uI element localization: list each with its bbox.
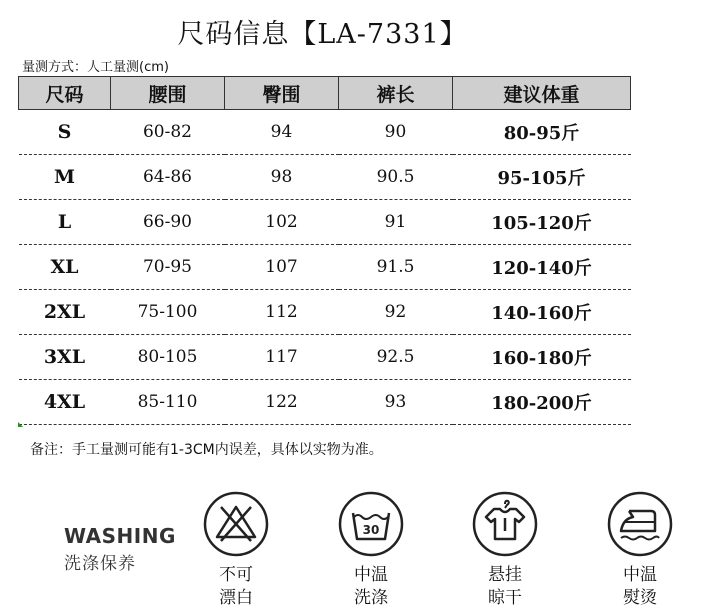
cell-size: S	[19, 110, 111, 155]
header-size: 尺码	[19, 77, 111, 110]
washing-title-cn: 洗涤保养	[64, 554, 136, 574]
table-row	[19, 335, 631, 380]
cell-weight: 105-120斤	[453, 200, 631, 245]
table-row	[19, 290, 631, 335]
cell-hip: 117	[225, 335, 339, 380]
header-length: 裤长	[339, 77, 453, 110]
header-weight: 建议体重	[453, 77, 631, 110]
cell-length: 92.5	[339, 335, 453, 380]
cell-waist: 80-105	[111, 335, 225, 380]
header-hip: 臀围	[225, 77, 339, 110]
cell-weight: 95-105斤	[453, 155, 631, 200]
size-table	[18, 76, 631, 425]
cell-waist: 85-110	[111, 380, 225, 425]
table-row	[19, 380, 631, 425]
page-title: 尺码信息【LA-7331】	[177, 19, 468, 50]
cell-length: 92	[339, 290, 453, 335]
cell-weight: 140-160斤	[453, 290, 631, 335]
cell-waist: 60-82	[111, 110, 225, 155]
care-label-line1: 悬挂	[488, 565, 522, 585]
table-row	[19, 155, 631, 200]
table-row	[19, 110, 631, 155]
care-label-line2: 晾干	[488, 588, 522, 608]
measure-method: 量测方式：人工量测(cm)	[22, 60, 169, 75]
hang-dry-icon	[472, 491, 538, 557]
care-label-line2: 熨烫	[623, 588, 657, 608]
care-label-line1: 中温	[623, 565, 657, 585]
cell-size: 3XL	[19, 335, 111, 380]
care-item-wash	[331, 491, 411, 610]
cell-waist: 75-100	[111, 290, 225, 335]
washing-heading	[64, 524, 174, 574]
care-label-line1: 中温	[354, 565, 388, 585]
cell-waist: 70-95	[111, 245, 225, 290]
note-text: 备注：手工量测可能有1-3CM内误差，具体以实物为准。	[30, 442, 383, 458]
cell-weight: 160-180斤	[453, 335, 631, 380]
cell-weight: 180-200斤	[453, 380, 631, 425]
cell-size: 4XL	[19, 380, 111, 425]
care-item-no-bleach	[196, 491, 276, 610]
cell-size: XL	[19, 245, 111, 290]
corner-marker	[18, 422, 23, 427]
cell-hip: 122	[225, 380, 339, 425]
cell-hip: 107	[225, 245, 339, 290]
cell-weight: 80-95斤	[453, 110, 631, 155]
table-row	[19, 200, 631, 245]
cell-waist: 64-86	[111, 155, 225, 200]
iron-medium-icon	[607, 491, 673, 557]
wash-30-icon	[338, 491, 404, 557]
cell-size: 2XL	[19, 290, 111, 335]
washing-title-en: WASHING	[64, 524, 176, 548]
cell-hip: 98	[225, 155, 339, 200]
header-waist: 腰围	[111, 77, 225, 110]
cell-weight: 120-140斤	[453, 245, 631, 290]
cell-size: M	[19, 155, 111, 200]
cell-length: 90.5	[339, 155, 453, 200]
cell-size: L	[19, 200, 111, 245]
cell-length: 91	[339, 200, 453, 245]
cell-length: 91.5	[339, 245, 453, 290]
wash-temp-label: 30	[362, 523, 380, 537]
care-label-line2: 洗涤	[354, 588, 388, 608]
cell-waist: 66-90	[111, 200, 225, 245]
table-header-row	[19, 77, 631, 110]
cell-length: 93	[339, 380, 453, 425]
care-item-iron	[600, 491, 680, 610]
care-label-line2: 漂白	[219, 588, 253, 608]
care-item-hang-dry	[465, 491, 545, 610]
table-row	[19, 245, 631, 290]
cell-hip: 102	[225, 200, 339, 245]
cell-length: 90	[339, 110, 453, 155]
care-label-line1: 不可	[219, 565, 253, 585]
cell-hip: 94	[225, 110, 339, 155]
no-bleach-icon	[203, 491, 269, 557]
cell-hip: 112	[225, 290, 339, 335]
